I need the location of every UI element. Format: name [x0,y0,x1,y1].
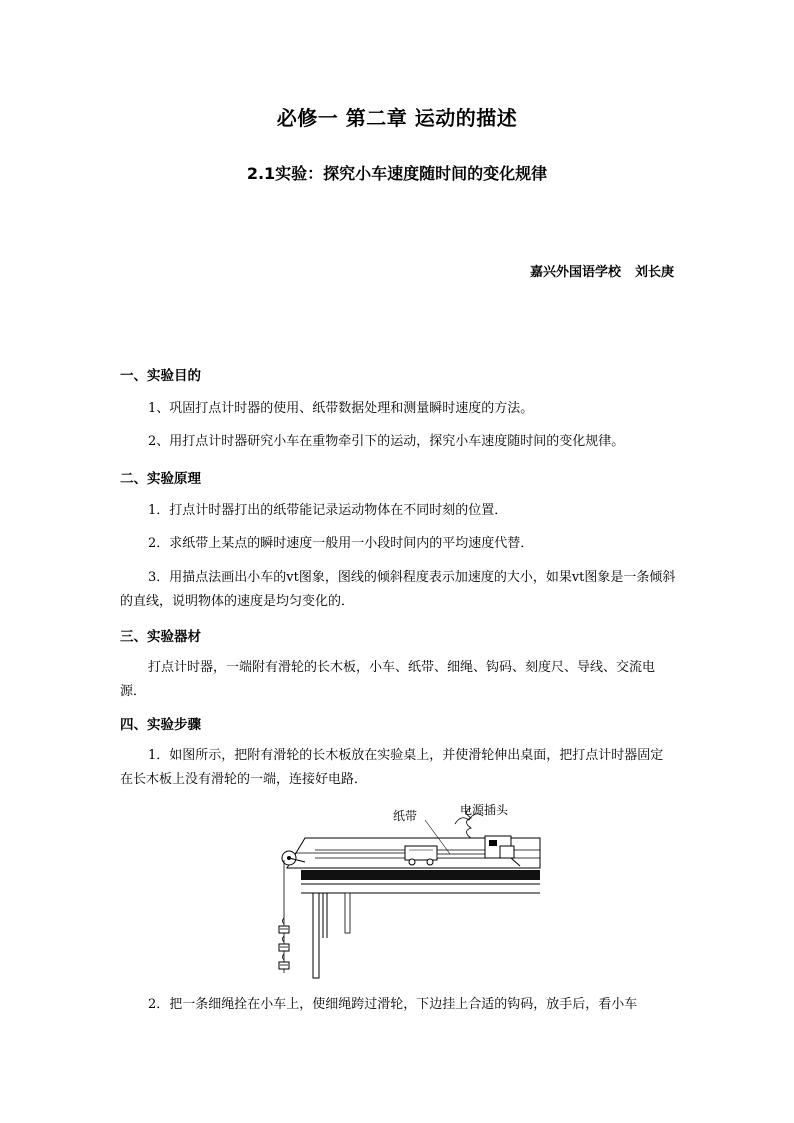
paragraph: 1、巩固打点计时器的使用、纸带数据处理和测量瞬时速度的方法。 [148,401,534,416]
paragraph: 3．用描点法画出小车的vt图象，图线的倾斜程度表示加速度的大小，如果vt图象是一条倾斜的直线，说明物体的速度是均匀变化的． [120,570,676,609]
label-power-plug: 电源插头 [460,803,509,817]
author-name: 刘长庚 [634,265,674,280]
section-heading: 四、实验步骤 [120,717,201,733]
paragraph: 1．打点计时器打出的纸带能记录运动物体在不同时刻的位置． [148,503,508,518]
author-school: 嘉兴外国语学校 [529,265,621,280]
document-title: 必修一 第二章 运动的描述 [276,106,518,130]
experiment-setup-diagram [275,798,545,983]
paragraph: 1．如图所示，把附有滑轮的长木板放在实验桌上，并使滑轮伸出桌面，把打点计时器固定在长木板上没有滑轮的一端，连接好电路． [120,748,664,787]
paragraph: 2、用打点计时器研究小车在重物牵引下的运动，探究小车速度随时间的变化规律。 [148,434,625,449]
wooden-board [301,870,540,880]
section-heading: 二、实验原理 [120,471,201,487]
section-heading: 一、实验目的 [120,368,201,384]
label-tape: 纸带 [393,809,418,823]
table-leg [313,893,319,978]
document-subtitle: 2.1实验：探究小车速度随时间的变化规律 [246,164,548,183]
paragraph: 2．把一条细绳拴在小车上，使细绳跨过滑轮，下边挂上合适的钩码，放手后，看小车 [148,997,638,1012]
author-line [530,261,674,280]
paragraph: 2．求纸带上某点的瞬时速度一般用一小段时间内的平均速度代替． [148,536,534,551]
section-heading: 三、实验器材 [120,629,201,645]
paragraph: 打点计时器，一端附有滑轮的长木板，小车、纸带、细绳、钩码、刻度尺、导线、交流电源． [120,660,656,699]
